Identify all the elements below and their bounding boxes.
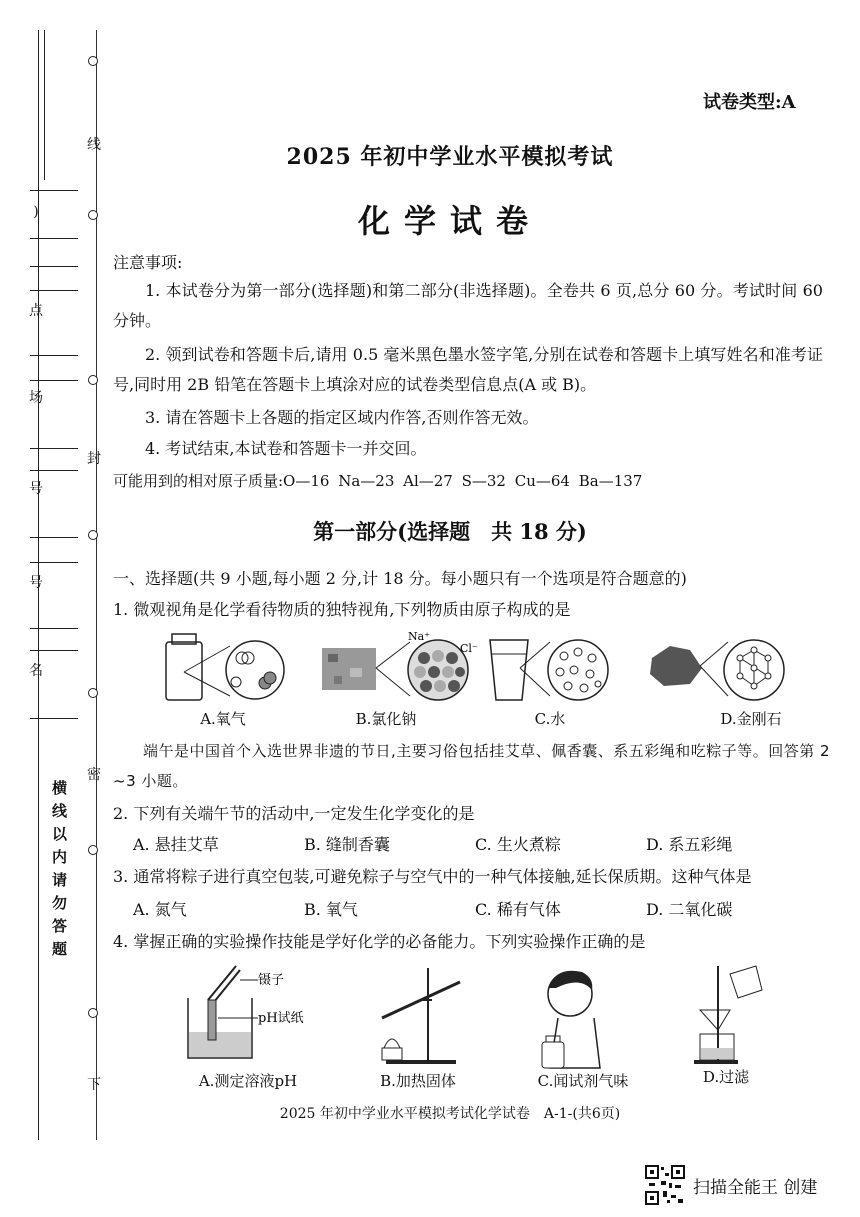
q3-option-c: C. 稀有气体 [475,900,561,919]
field-seat-number: 号 [29,481,43,497]
page-footer: 2025 年初中学业水平模拟考试化学试卷 A-1-(共6页) [279,1106,621,1122]
ph-test-icon [188,966,258,1058]
q1-figures [150,628,840,708]
q4-option-d: D.过滤 [702,1068,750,1086]
seal-mark-secret: 密 [87,767,101,783]
oxygen-bottle-icon [166,634,284,700]
water-glass-icon [490,640,608,700]
binding-warning-line: 横线以内请勿答题 [50,780,68,964]
question-2-options [133,832,833,855]
note-3: 3. 请在答题卡上各题的指定区域内作答,否则作答无效。 [145,408,539,427]
paper-type: 试卷类型:A [703,92,796,113]
q4-option-c: C.闻试剂气味 [537,1072,629,1090]
q1-option-c: C.水 [534,710,566,728]
q2-option-b: B. 缝制香囊 [304,835,390,854]
q3-option-d: D. 二氧化碳 [646,900,733,919]
question-4-stem: 4. 掌握正确的实验操作技能是学好化学的必备能力。下列实验操作正确的是 [113,932,646,951]
q3-option-a: A. 氮气 [133,900,187,919]
q2-option-c: C. 生火煮粽 [475,835,561,854]
section-heading: 一、选择题(共 9 小题,每小题 2 分,计 18 分。每小题只有一个选项是符合题意的) [113,569,687,588]
question-3-stem: 3. 通常将粽子进行真空包装,可避免粽子与空气中的一种气体接触,延长保质期。这种气体是 [113,867,752,886]
atomic-masses: 可能用到的相对原子质量:O—16 Na—23 Al—27 S—32 Cu—64 Ba—137 [113,472,643,490]
note-1: 1. 本试卷分为第一部分(选择题)和第二部分(非选择题)。全卷共 6 页,总分 60 分。考试时间 60 分钟。 [113,281,823,330]
note-4: 4. 考试结束,本试卷和答题卡一并交回。 [145,439,427,458]
seal-mark-seal: 封 [87,451,101,467]
field-exam-site: 点 [29,303,43,319]
sodium-ion-label: Na⁺ [408,630,430,643]
qr-code-icon [645,1165,685,1205]
field-bracket: ) [33,204,39,220]
q2-option-a: A. 悬挂艾草 [133,835,219,854]
chloride-ion-label: Cl⁻ [460,642,478,655]
tweezers-label: 镊子 [258,973,285,988]
q2-option-d: D. 系五彩绳 [646,835,733,854]
smelling-gas-icon [542,971,600,1068]
q4-option-b: B.加热固体 [380,1072,456,1090]
seal-mark-line: 线 [87,137,101,153]
q1-option-a: A.氧气 [200,710,246,728]
question-2-stem: 2. 下列有关端午节的活动中,一定发生化学变化的是 [113,804,475,823]
exam-title: 2025 年初中学业水平模拟考试 [286,144,614,170]
q1-option-b: B.氯化钠 [355,710,417,728]
part-one-title: 第一部分(选择题 共 18 分) [313,519,587,544]
question-3-options [133,897,833,920]
q4-option-a: A.测定溶液pH [198,1072,298,1090]
sodium-chloride-icon [322,640,468,700]
note-2: 2. 领到试卷和答题卡后,请用 0.5 毫米黑色墨水签字笔,分别在试卷和答题卡上填写姓名和准考证号,同时用 2B 铅笔在答题卡上填涂对应的试卷类型信息点(A 或 B)。 [113,345,823,394]
diamond-icon [650,640,784,700]
notes-heading: 注意事项: [113,253,183,272]
field-exam-number: 号 [29,575,43,591]
heating-solid-icon [382,968,460,1064]
scanner-watermark [645,1165,817,1205]
filtration-icon [694,966,762,1064]
q4-figures [170,960,770,1070]
q1-option-d: D.金刚石 [720,710,782,728]
field-name: 名 [29,663,43,679]
field-exam-room: 场 [29,390,43,406]
binding-bottom-mark: 下 [87,1077,101,1093]
passage: 端午是中国首个入选世界非遗的节日,主要习俗包括挂艾草、佩香囊、系五彩绳和吃粽子等。回答第 2 ~3 小题。 [113,742,831,790]
question-1-stem: 1. 微观视角是化学看待物质的独特视角,下列物质由原子构成的是 [113,600,571,619]
ph-paper-label: pH试纸 [258,1011,304,1026]
subject-title: 化学试卷 [357,202,542,240]
scanner-label: 扫描全能王 创建 [693,1177,818,1198]
q3-option-b: B. 氧气 [304,900,358,919]
